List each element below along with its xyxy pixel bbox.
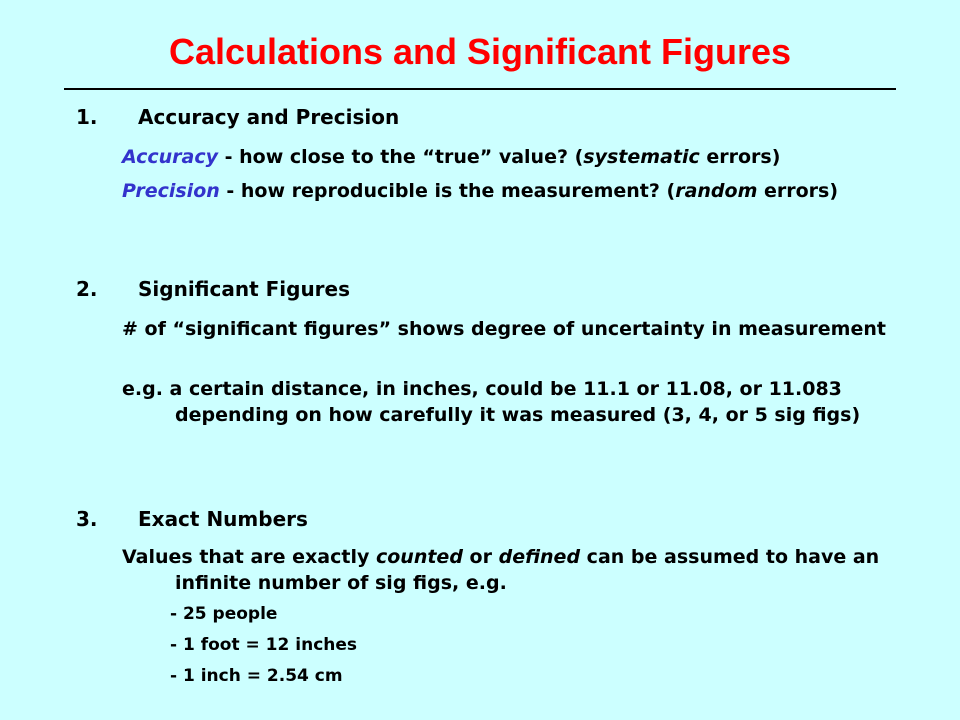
accuracy-definition — [122, 144, 882, 170]
counted-emphasis: counted — [375, 546, 463, 568]
section-2-title: Significant Figures — [138, 277, 351, 301]
section-1-number: 1. — [76, 105, 98, 129]
random-emphasis: random — [675, 180, 758, 202]
section-3-number: 3. — [76, 507, 98, 531]
exact-numbers-description — [122, 544, 915, 596]
defined-emphasis: defined — [498, 546, 581, 568]
title-divider — [64, 88, 896, 90]
example-inch: - 1 inch = 2.54 cm — [170, 666, 343, 686]
accuracy-text-end: errors) — [699, 146, 781, 168]
section-2-number: 2. — [76, 277, 98, 301]
exact-text-1: Values that are exactly — [122, 546, 376, 568]
example-people: - 25 people — [170, 604, 278, 624]
accuracy-term: Accuracy — [122, 146, 219, 168]
section-3-heading — [76, 506, 308, 532]
section-2-heading — [76, 276, 350, 302]
example-foot: - 1 foot = 12 inches — [170, 635, 358, 655]
sig-fig-definition: # of “significant figures” shows degree of uncertainty in measurement — [122, 318, 886, 340]
section-3-title: Exact Numbers — [138, 507, 308, 531]
systematic-emphasis: systematic — [583, 146, 700, 168]
sig-fig-example: e.g. a certain distance, in inches, could be 11.1 or 11.08, or 11.083 depending on how carefully it was measured (3, 4, or 5 sig figs) — [122, 378, 861, 426]
precision-term: Precision — [122, 180, 220, 202]
accuracy-text: - how close to the “true” value? ( — [218, 146, 584, 168]
precision-text: - how reproducible is the measurement? ( — [219, 180, 676, 202]
section-1-title: Accuracy and Precision — [138, 105, 400, 129]
precision-definition — [122, 178, 875, 204]
section-1-heading — [76, 104, 399, 130]
exact-text-3: can be assumed to have an infinite number of sig figs, e.g. — [175, 546, 880, 594]
precision-text-end: errors) — [757, 180, 839, 202]
slide-title: Calculations and Significant Figures — [168, 31, 792, 72]
exact-text-2: or — [462, 546, 499, 568]
